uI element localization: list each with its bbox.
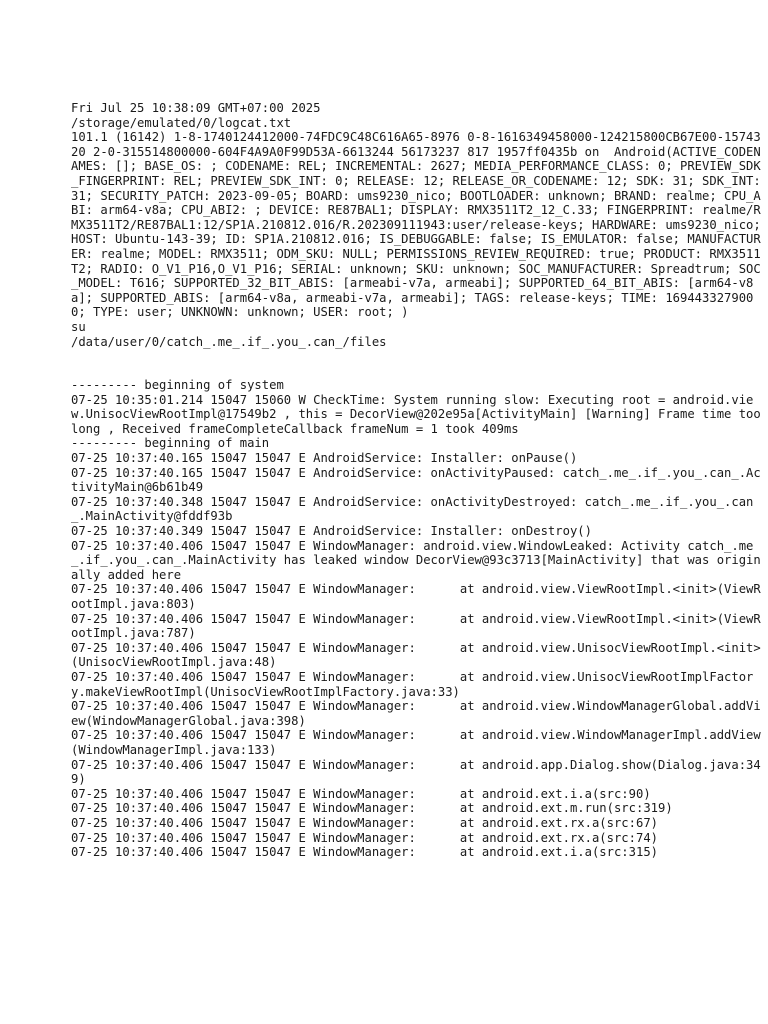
log-entry: 07-25 10:37:40.406 15047 15047 E WindowManager: at android.view.WindowManagerGlobal.addView(WindowManagerGlobal.java:398) [71, 699, 761, 728]
device-info-block: 101.1 (16142) 1-8-1740124412000-74FDC9C48C616A65-8976 0-8-1616349458000-124215800CB67E00-1574320 2-0-315514800000-604F4A9A0F99D53A-6613244 56173237 817 1957ff0435b on Android(ACTIVE_CODENAMES: []; BASE_OS: ; CODENAME: REL; INCREMENTAL: 2627; MEDIA_PERFORMANCE_CLASS: 0; PREVIEW_SDK_FINGERPRINT: REL; PREVIEW_SDK_INT: 0; RELEASE: 12; RELEASE_OR_CODENAME: 12; SDK: 31; SDK_INT: 31; SECURITY_PATCH: 2023-09-05; BOARD: ums9230_nico; BOOTLOADER: unknown; BRAND: realme; CPU_ABI: arm64-v8a; CPU_ABI2: ; DEVICE: RE87BAL1; DISPLAY: RMX3511T2_12_C.33; FINGERPRINT: realme/RMX3511T2/RE87BAL1:12/SP1A.210812.016/R.202309111943:user/release-keys; HARDWARE: ums9230_nico; HOST: Ubuntu-143-39; ID: SP1A.210812.016; IS_DEBUGGABLE: false; IS_EMULATOR: false; MANUFACTURER: realme; MODEL: RMX3511; ODM_SKU: NULL; PERMISSIONS_REVIEW_REQUIRED: true; PRODUCT: RMX3511T2; RADIO: O_V1_P16,O_V1_P16; SERIAL: unknown; SKU: unknown; SOC_MANUFACTURER: Spreadtrum; SOC_MODEL: T616; SUPPORTED_32_BIT_ABIS: [armeabi-v7a, armeabi]; SUPPORTED_64_BIT_ABIS: [arm64-v8a]; SUPPORTED_ABIS: [arm64-v8a, armeabi-v7a, armeabi]; TAGS: release-keys; TIME: 1694433279000; TYPE: user; UNKNOWN: unknown; USER: root; ) [71, 130, 768, 320]
files-path-line: /data/user/0/catch_.me_.if_.you_.can_/files [71, 334, 387, 349]
log-entry: 07-25 10:37:40.348 15047 15047 E AndroidService: onActivityDestroyed: catch_.me_.if_.you_.can_.MainActivity@fddf93b [71, 494, 754, 524]
main-log-entries [71, 451, 761, 860]
log-entry: 07-25 10:37:40.406 15047 15047 E WindowManager: android.view.WindowLeaked: Activity catch_.me_.if_.you_.can_.MainActivity has leaked window DecorView@93c3713[MainActivity] that was originally added here [71, 538, 761, 582]
log-entry: 07-25 10:37:40.406 15047 15047 E WindowManager: at android.ext.rx.a(src:67) [71, 815, 658, 830]
log-entry: 07-25 10:37:40.406 15047 15047 E WindowManager: at android.ext.m.run(src:319) [71, 801, 673, 816]
log-entry: 07-25 10:37:40.406 15047 15047 E WindowManager: at android.view.WindowManagerImpl.addView(WindowManagerImpl.java:133) [71, 728, 761, 757]
log-entry: 07-25 10:37:40.406 15047 15047 E WindowManager: at android.view.UnisocViewRootImpl.<init>(UnisocViewRootImpl.java:48) [71, 640, 761, 670]
log-entry: 07-25 10:37:40.406 15047 15047 E WindowManager: at android.ext.i.a(src:315) [71, 845, 658, 860]
main-section-header: --------- beginning of main [71, 436, 270, 451]
log-entry: 07-25 10:37:40.406 15047 15047 E WindowManager: at android.view.UnisocViewRootImplFactory.makeViewRootImpl(UnisocViewRootImplFactory.java:33) [71, 669, 754, 699]
su-line: su [71, 319, 86, 334]
logcat-document [71, 101, 768, 860]
log-entry: 07-25 10:35:01.214 15047 15060 W CheckTime: System running slow: Executing root = android.view.UnisocViewRootImpl@17549b2 , this = DecorView@202e95a[ActivityMain] [Warning] Frame time too long , Received frameCompleteCallback frameNum = 1 took 409ms [71, 392, 768, 436]
log-entry: 07-25 10:37:40.406 15047 15047 E WindowManager: at android.view.ViewRootImpl.<init>(ViewRootImpl.java:787) [71, 611, 761, 641]
system-section-header: --------- beginning of system [71, 378, 284, 393]
log-header [71, 101, 768, 349]
log-entry: 07-25 10:37:40.165 15047 15047 E AndroidService: Installer: onPause() [71, 451, 578, 466]
log-entry: 07-25 10:37:40.406 15047 15047 E WindowManager: at android.ext.rx.a(src:74) [71, 830, 658, 845]
log-entry: 07-25 10:37:40.349 15047 15047 E AndroidService: Installer: onDestroy() [71, 524, 592, 539]
log-entry: 07-25 10:37:40.406 15047 15047 E WindowManager: at android.ext.i.a(src:90) [71, 786, 651, 801]
spacer [71, 349, 761, 378]
file-path-line: /storage/emulated/0/logcat.txt [71, 115, 292, 130]
log-entry: 07-25 10:37:40.165 15047 15047 E AndroidService: onActivityPaused: catch_.me_.if_.you_.can_.ActivityMain@6b61b49 [71, 465, 761, 495]
log-entry: 07-25 10:37:40.406 15047 15047 E WindowManager: at android.app.Dialog.show(Dialog.java:349) [71, 757, 761, 787]
log-entry: 07-25 10:37:40.406 15047 15047 E WindowManager: at android.view.ViewRootImpl.<init>(ViewRootImpl.java:803) [71, 582, 761, 611]
timestamp-line: Fri Jul 25 10:38:09 GMT+07:00 2025 [71, 101, 321, 115]
log-body [71, 378, 768, 860]
